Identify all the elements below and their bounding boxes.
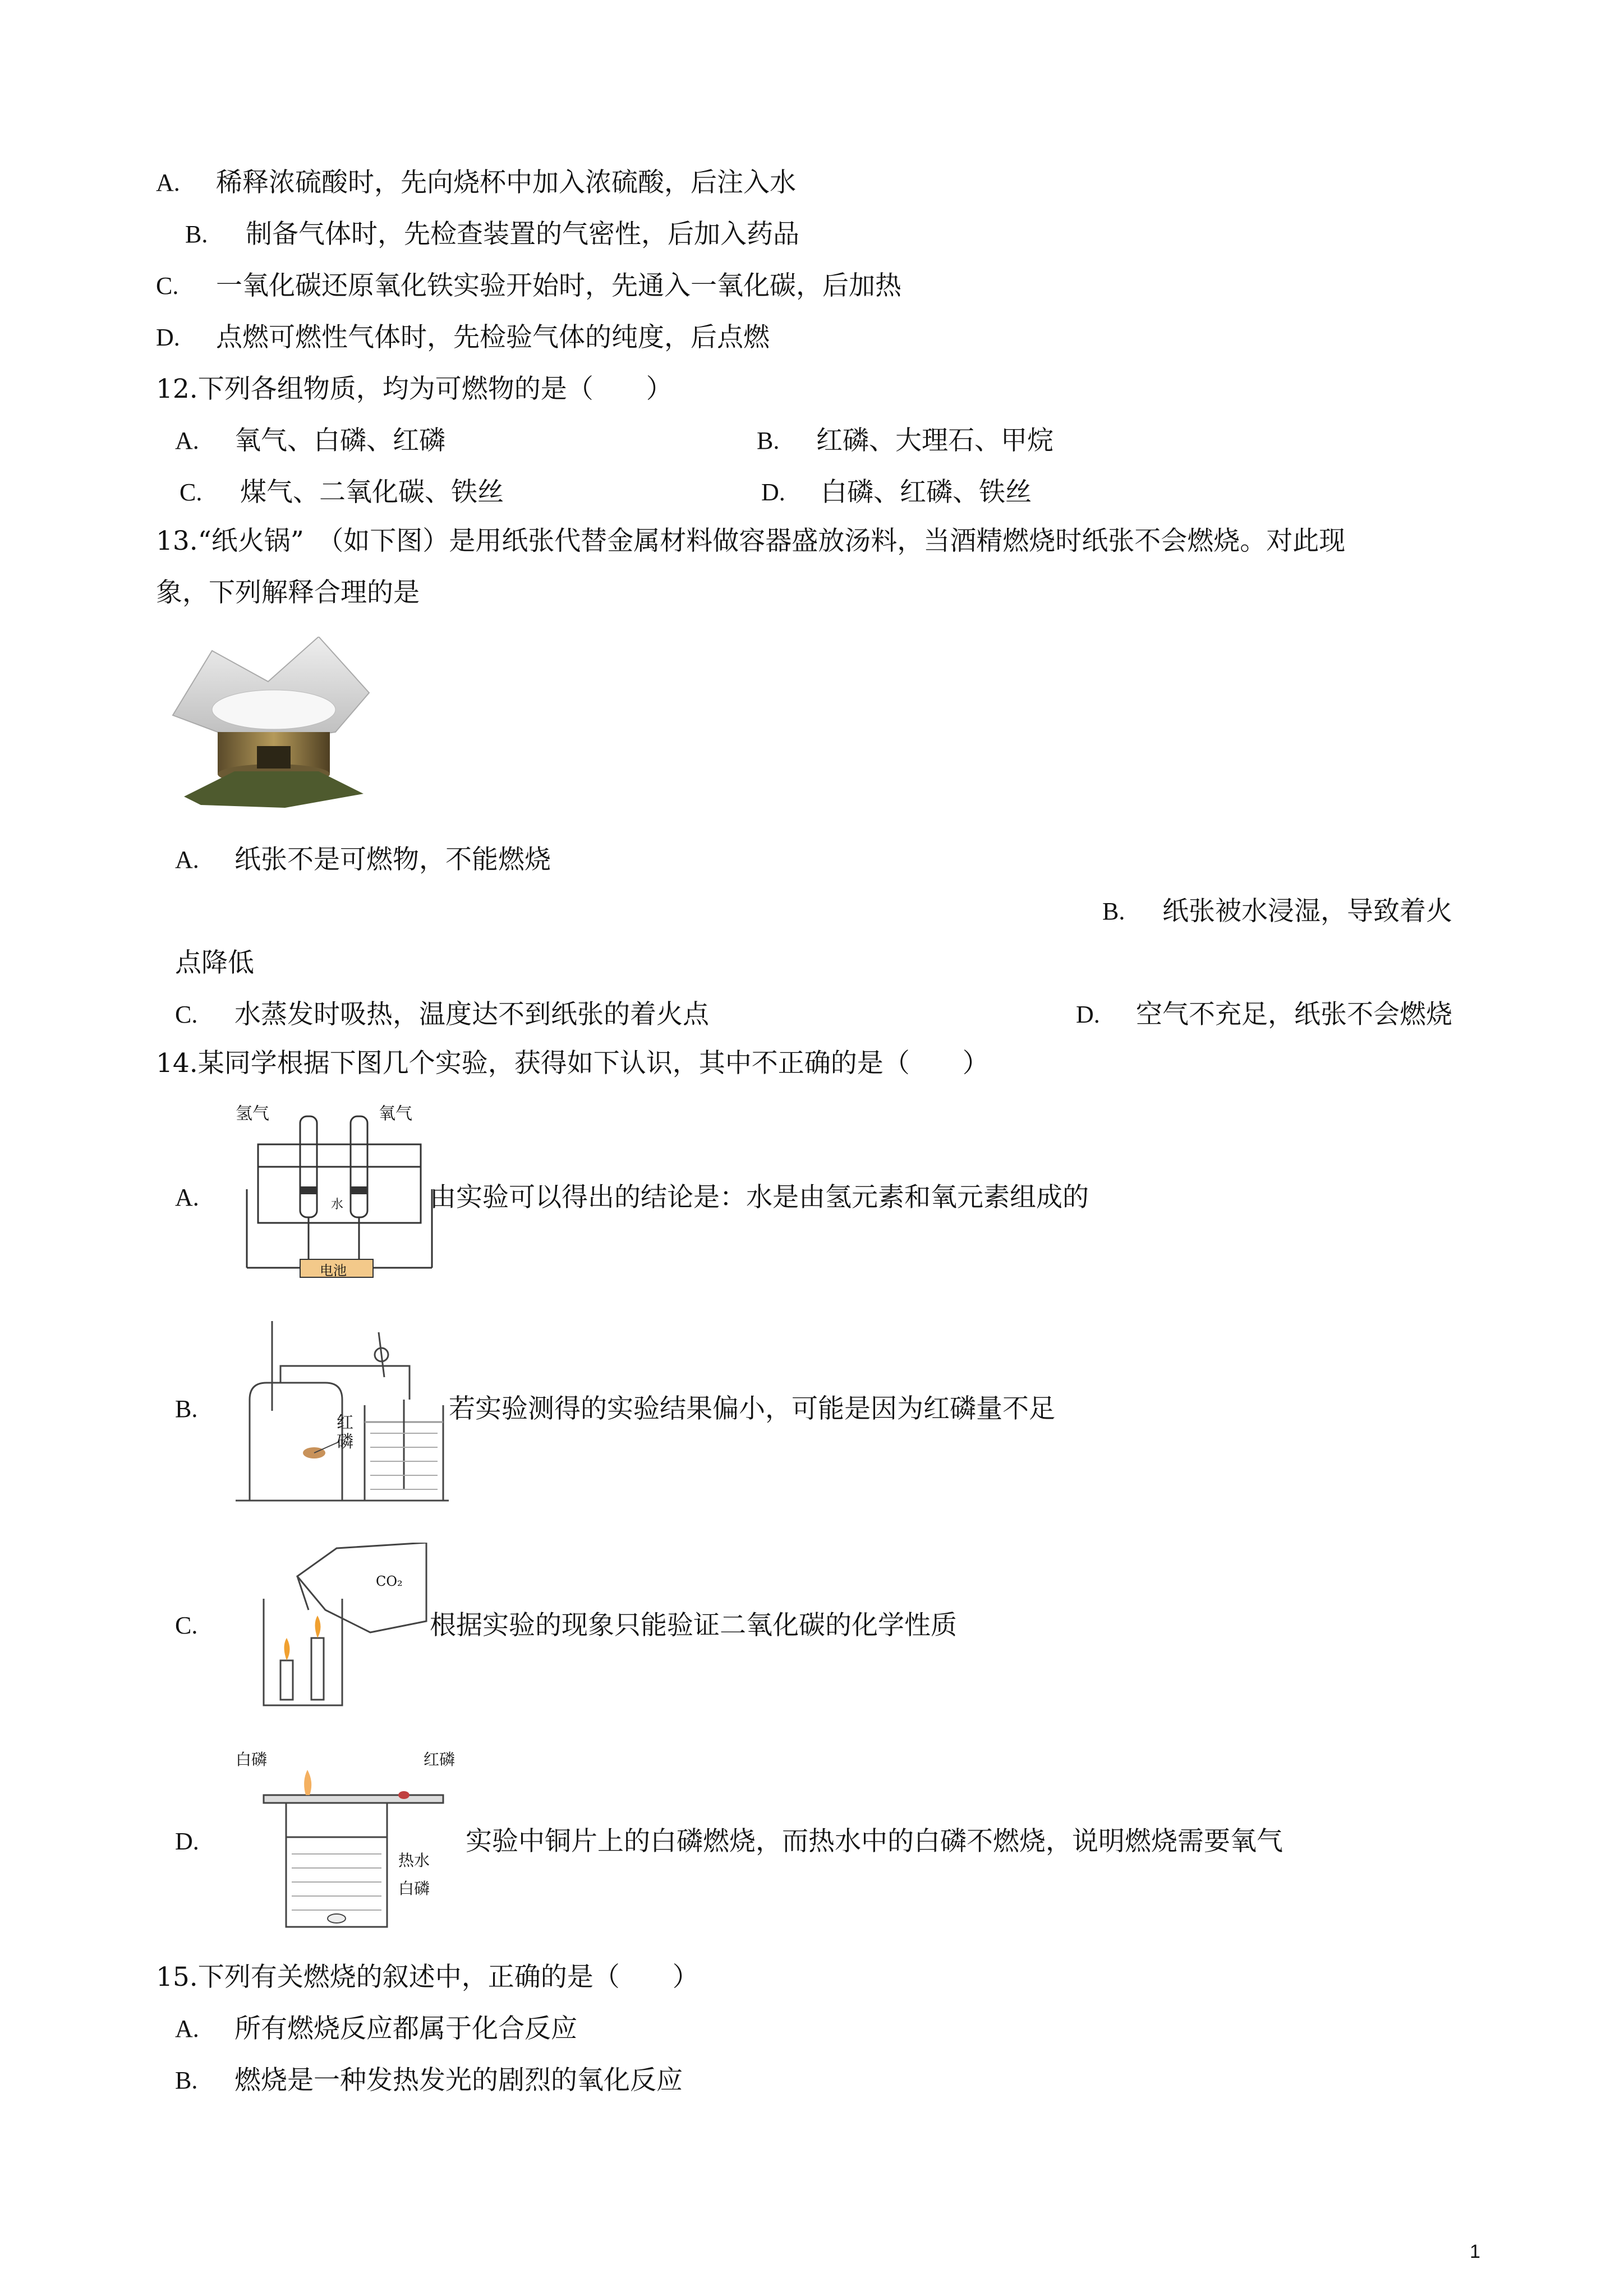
q13-option-c-text: 水蒸发时吸热，温度达不到纸张的着火点	[234, 999, 709, 1030]
q13-stem-line1: 13.“纸火锅” （如下图）是用纸张代替金属材料做容器盛放汤料，当酒精燃烧时纸张不会燃烧。对此现	[156, 526, 1346, 556]
q12-stem: 12.下列各组物质，均为可燃物的是（ ）	[156, 374, 673, 404]
q13-option-d-label: D.	[1076, 1001, 1100, 1028]
q14-stem: 14.某同学根据下图几个实验，获得如下认识，其中不正确的是（ ）	[156, 1048, 989, 1079]
hot-water-phosphorus-figure	[236, 1747, 460, 1932]
fig-a-hydrogen-label: 氢气	[236, 1104, 269, 1124]
fig-d-white-phosphorus-label: 白磷	[236, 1750, 268, 1769]
fig-b-red-phosphorus-label: 红磷	[337, 1413, 353, 1452]
q12-option-a-text: 氧气、白磷、红磷	[234, 425, 445, 456]
q12-option-b-text: 红磷、大理石、甲烷	[816, 425, 1053, 456]
fig-d-white-phosphorus2-label: 白磷	[398, 1879, 430, 1898]
q12-option-d-text: 白磷、红磷、铁丝	[821, 477, 1032, 508]
q11-option-d-text: 点燃可燃性气体时，先检验气体的纯度，后点燃	[216, 322, 770, 353]
q14-option-a-label: A.	[175, 1184, 199, 1211]
q12-option-a-label: A.	[175, 427, 199, 454]
q14-option-d-text: 实验中铜片上的白磷燃烧，而热水中的白磷不燃烧，说明燃烧需要氧气	[466, 1826, 1283, 1857]
q13-option-d-text: 空气不充足，纸张不会燃烧	[1136, 999, 1452, 1030]
q13-stem-line2: 象，下列解释合理的是	[156, 577, 420, 608]
fig-a-battery-label: 电池	[320, 1263, 347, 1278]
q11-option-b-label: B.	[185, 220, 208, 248]
q13-option-a-label: A.	[175, 846, 199, 873]
red-phosphorus-figure	[236, 1321, 449, 1506]
q15-option-a-text: 所有燃烧反应都属于化合反应	[234, 2013, 577, 2044]
fig-a-water-label: 水	[331, 1198, 344, 1212]
co2-candle-figure	[241, 1543, 438, 1711]
fig-d-red-phosphorus-label: 红磷	[424, 1750, 456, 1769]
q15-option-a-label: A.	[175, 2015, 199, 2042]
q15-stem: 15.下列有关燃烧的叙述中，正确的是（ ）	[156, 1962, 699, 1993]
q13-option-b-label: B.	[1102, 898, 1125, 925]
q12-option-c-text: 煤气、二氧化碳、铁丝	[240, 477, 504, 508]
q11-option-a-text: 稀释浓硫酸时，先向烧杯中加入浓硫酸，后注入水	[216, 167, 796, 198]
q14-option-b-label: B.	[175, 1395, 198, 1423]
q13-option-c-label: C.	[175, 1001, 198, 1028]
paper-hotpot-figure	[167, 637, 375, 813]
q11-option-a-label: A.	[156, 169, 180, 196]
q14-option-c-label: C.	[175, 1612, 198, 1639]
q11-option-c-label: C.	[156, 272, 179, 300]
q13-option-b-text: 纸张被水浸湿，导致着火	[1162, 896, 1452, 927]
fig-c-co2-label: CO₂	[376, 1573, 403, 1589]
fig-a-oxygen-label: 氧气	[379, 1104, 412, 1124]
q11-option-c-text: 一氧化碳还原氧化铁实验开始时，先通入一氧化碳，后加热	[216, 270, 901, 301]
page-number: 1	[1470, 2241, 1480, 2262]
q14-option-d-label: D.	[175, 1828, 199, 1855]
fig-d-hot-water-label: 热水	[398, 1851, 430, 1870]
electrolysis-figure	[236, 1099, 443, 1296]
q15-option-b-text: 燃烧是一种发热发光的剧烈的氧化反应	[234, 2065, 683, 2096]
q12-option-b-label: B.	[757, 427, 780, 454]
q13-option-b-continued: 点降低	[175, 947, 254, 978]
q11-option-b-text: 制备气体时，先检查装置的气密性，后加入药品	[246, 219, 799, 250]
q14-option-a-text: 由实验可以得出的结论是：水是由氢元素和氧元素组成的	[430, 1182, 1089, 1213]
q12-option-d-label: D.	[761, 478, 785, 506]
q14-option-b-text: 若实验测得的实验结果偏小，可能是因为红磷量不足	[449, 1393, 1055, 1424]
q15-option-b-label: B.	[175, 2067, 198, 2094]
q13-option-a-text: 纸张不是可燃物，不能燃烧	[234, 844, 551, 875]
q12-option-c-label: C.	[180, 478, 203, 506]
q11-option-d-label: D.	[156, 324, 180, 351]
q14-option-c-text: 根据实验的现象只能验证二氧化碳的化学性质	[430, 1610, 957, 1641]
